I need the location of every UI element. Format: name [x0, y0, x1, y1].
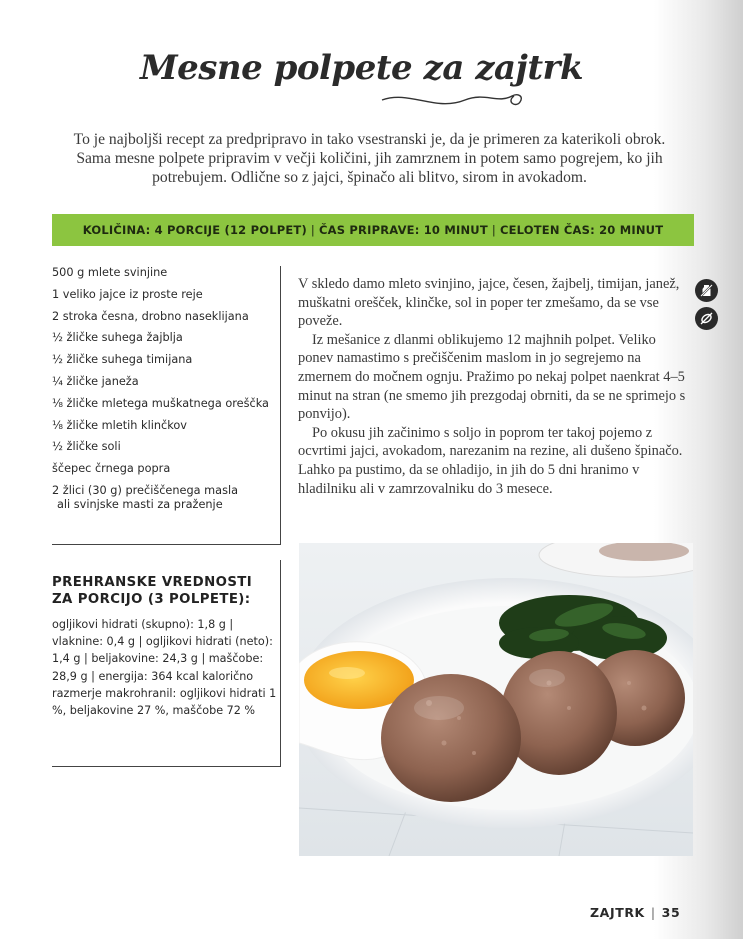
dairy-free-icon	[695, 279, 718, 302]
recipe-photo-illustration	[299, 543, 693, 856]
ingredient-item: ½ žličke suhega timijana	[52, 353, 193, 367]
nutrition-box	[52, 560, 281, 767]
nutrition-heading-line: PREHRANSKE VREDNOSTI	[52, 575, 253, 590]
prep-time-info: ČAS PRIPRAVE: 10 MINUT	[318, 223, 488, 237]
ingredient-item: ¼ žličke janeža	[52, 374, 139, 388]
quantity-info: KOLIČINA: 4 PORCIJE (12 POLPET)	[82, 223, 307, 237]
nutrition-heading-line: ZA PORCIJO (3 POLPETE):	[52, 592, 251, 607]
page-number: 35	[661, 905, 681, 920]
info-separator: |	[310, 223, 315, 237]
method-text	[298, 275, 688, 498]
ingredient-item: ščepec črnega popra	[52, 462, 171, 476]
nutrition-heading	[52, 574, 280, 608]
method-step: V skledo damo mleto svinjino, jajce, česen, žajbelj, timijan, janež, muškatni orešček, klinčke, sol in poper ter zmešamo, da se vse poveže.	[298, 276, 680, 330]
ingredient-item: 500 g mlete svinjine	[52, 266, 168, 279]
diet-icons	[695, 279, 719, 335]
nutrition-values: ogljikovi hidrati (skupno): 1,8 g | vlaknine: 0,4 g | ogljikovi hidrati (neto): 1,4 g | beljakovine: 24,3 g | maščobe: 28,9 g | energija: 364 kcal kalorično razmerje makrohranil: ogljikovi hidrati 1 %, beljakovine 27 %, maščobe 72 %	[52, 618, 277, 718]
method-step: Iz mešanice z dlanmi oblikujemo 12 majhnih polpet. Veliko ponev namastimo s prečiščenim maslom in jo segrejemo na zmernem do močnem ognju. Pražimo po nekaj polpet naenkrat 4–5 minut na stran (ne smemo jih prezgodaj obrniti, da se ne sprimejo s ponvijo).	[298, 331, 686, 423]
ingredient-item: 1 veliko jajce iz proste reje	[52, 287, 203, 301]
ingredient-item: ⅛ žličke mletega muškatnega oreščka	[52, 396, 269, 410]
section-name: ZAJTRK	[590, 905, 645, 920]
ingredient-item: ⅛ žličke mletih klinčkov	[52, 418, 187, 432]
ingredient-line: 2 žlici (30 g) prečiščenega masla	[52, 483, 239, 497]
nut-free-icon	[695, 307, 718, 330]
ingredient-item: 2 stroka česna, drobno naseklijana	[52, 309, 249, 323]
total-time-info: CELOTEN ČAS: 20 MINUT	[499, 223, 664, 237]
title-flourish-decoration	[380, 86, 530, 116]
recipe-photo	[299, 543, 693, 856]
ingredient-item	[52, 484, 280, 512]
method-step: Po okusu jih začinimo s soljo in poprom ter takoj pojemo z ocvrtimi jajci, avokadom, narezanim na rezine, ali dušeno špinačo. Lahko pa pustimo, da se ohladijo, in jih do 5 dni hranimo v hladilniku ali v zamrzovalniku do 3 mesece.	[298, 424, 683, 497]
ingredient-line: ali svinjske masti za praženje	[57, 497, 223, 511]
ingredient-item: ½ žličke suhega žajblja	[52, 331, 183, 345]
ingredient-item: ½ žličke soli	[52, 440, 121, 454]
ingredients-list	[52, 266, 281, 545]
recipe-info-bar	[52, 214, 694, 246]
recipe-title: Mesne polpete za zajtrk	[139, 48, 584, 88]
page-footer	[590, 905, 680, 920]
recipe-intro: To je najboljši recept za predpripravo in tako vsestranski je, da je primeren za katerikoli obrok. Sama mesne polpete pripravim v večji količini, jih zamrznem in potem samo pogrejem, ko jih potrebujem. Odlične so z jajci, špinačo ali blitvo, sirom in avokadom.	[73, 131, 666, 186]
footer-separator: |	[650, 905, 656, 920]
info-separator: |	[491, 223, 496, 237]
